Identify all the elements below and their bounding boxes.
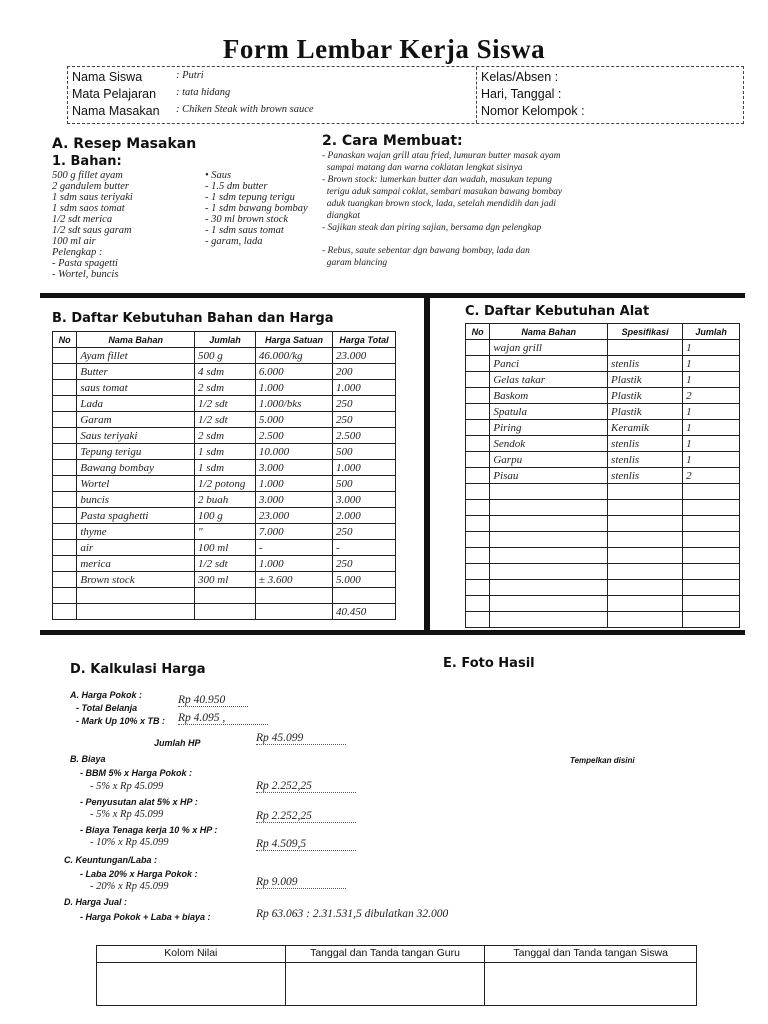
table-cell[interactable]: -	[255, 540, 332, 556]
table-cell[interactable]	[466, 548, 490, 564]
resep-line: 1 sdm saos tomat	[52, 203, 125, 214]
bahan-table-row	[53, 444, 396, 460]
label-nama-siswa: Nama Siswa	[72, 70, 143, 84]
identity-right	[481, 70, 736, 121]
table-cell[interactable]: 100 ml	[195, 540, 256, 556]
table-cell[interactable]: 300 ml	[195, 572, 256, 588]
table-cell[interactable]	[466, 372, 490, 388]
table-cell[interactable]: thyme	[77, 524, 195, 540]
table-cell[interactable]	[466, 388, 490, 404]
kal-bbm-sub: - 5% x Rp 45.099	[90, 781, 164, 792]
table-cell[interactable]	[608, 596, 683, 612]
table-cell[interactable]: Lada	[77, 396, 195, 412]
table-cell[interactable]	[53, 492, 77, 508]
signature-table	[96, 945, 697, 1006]
label-nomor-kelompok: Nomor Kelompok	[481, 104, 578, 118]
resep-line: - 1 sdm bawang bombay	[205, 203, 308, 214]
table-cell[interactable]	[608, 548, 683, 564]
value-hari-tanggal[interactable]: :	[557, 87, 562, 101]
table-cell[interactable]: Spatula	[490, 404, 608, 420]
table-cell[interactable]: Plastik	[608, 372, 683, 388]
resep-line: 100 ml air	[52, 236, 96, 247]
table-cell[interactable]: Piring	[490, 420, 608, 436]
alat-table-row	[466, 500, 740, 516]
table-cell[interactable]: 3.000	[333, 492, 396, 508]
table-cell[interactable]: 2.500	[255, 428, 332, 444]
table-cell[interactable]	[195, 588, 256, 604]
resep-line: - garam, lada	[205, 236, 263, 247]
table-cell[interactable]: Pisau	[490, 468, 608, 484]
table-cell[interactable]: buncis	[77, 492, 195, 508]
kal-penyusutan-value[interactable]: Rp 2.252,25	[256, 810, 356, 823]
table-cell[interactable]: 7.000	[255, 524, 332, 540]
table-cell[interactable]: stenlis	[608, 468, 683, 484]
kal-bbm-label: - BBM 5% x Harga Pokok :	[80, 768, 193, 778]
alat-table-row	[466, 356, 740, 372]
alat-table-heading: C. Daftar Kebutuhan Alat	[465, 304, 650, 319]
table-cell[interactable]	[255, 588, 332, 604]
resep-line: 1/2 sdt merica	[52, 214, 113, 225]
kal-harga-jual: D. Harga Jual :	[64, 897, 128, 907]
cara-steps	[322, 150, 762, 269]
table-cell[interactable]	[490, 564, 608, 580]
alat-table-row	[466, 580, 740, 596]
identity-left	[72, 70, 472, 121]
table-cell[interactable]	[333, 588, 396, 604]
table-cell[interactable]	[53, 380, 77, 396]
table-cell[interactable]: 100 g	[195, 508, 256, 524]
table-cell[interactable]	[255, 604, 332, 620]
table-cell[interactable]	[466, 452, 490, 468]
cara-line: aduk tuangkan brown stock, lada, setelah mendidih dan jadi	[322, 199, 556, 209]
bahan-table-row	[53, 380, 396, 396]
table-cell[interactable]	[608, 500, 683, 516]
foto-placeholder[interactable]: Tempelkan disini	[570, 756, 635, 765]
kal-jumlah-hp-value[interactable]: Rp 45.099	[256, 732, 346, 745]
cara-line: - Rebus, saute sebentar dgn bawang bombay, lada dan	[322, 246, 530, 256]
resep-line: - 1 sdm tepung terigu	[205, 192, 295, 203]
table-cell[interactable]	[608, 340, 683, 356]
alat-table-row	[466, 516, 740, 532]
table-cell[interactable]: 1.000	[333, 380, 396, 396]
value-nomor-kelompok[interactable]: :	[581, 104, 585, 118]
table-cell[interactable]: wajan grill	[490, 340, 608, 356]
table-cell[interactable]: Garpu	[490, 452, 608, 468]
table-cell[interactable]: Plastik	[608, 388, 683, 404]
resep-line: - 30 ml brown stock	[205, 214, 289, 225]
bahan-table-row	[53, 428, 396, 444]
bahan-table-row	[53, 524, 396, 540]
table-cell[interactable]: 1.000	[255, 380, 332, 396]
table-cell[interactable]: 250	[333, 412, 396, 428]
bahan-table-row	[53, 460, 396, 476]
table-cell[interactable]	[490, 548, 608, 564]
table-cell[interactable]: stenlis	[608, 436, 683, 452]
resep-line: 1 sdm saus teriyaki	[52, 192, 133, 203]
table-cell[interactable]	[608, 612, 683, 628]
bahan-table-row	[53, 412, 396, 428]
table-cell[interactable]: 250	[333, 524, 396, 540]
ttd-siswa-header: Tanggal dan Tanda tangan Siswa	[485, 946, 697, 963]
table-cell[interactable]: 2	[683, 468, 740, 484]
resep-line: - 1 sdm saus tomat	[205, 225, 284, 236]
table-cell[interactable]	[466, 484, 490, 500]
table-cell[interactable]: 1/2 sdt	[195, 412, 256, 428]
table-cell[interactable]: 1	[683, 420, 740, 436]
table-cell[interactable]	[490, 596, 608, 612]
table-cell[interactable]	[608, 564, 683, 580]
resep-line: • Saus	[205, 170, 232, 181]
table-cell[interactable]: 250	[333, 396, 396, 412]
table-cell[interactable]	[53, 348, 77, 364]
page-title: Form Lembar Kerja Siswa	[222, 34, 546, 64]
table-cell[interactable]	[683, 612, 740, 628]
ttd-guru-cell[interactable]	[285, 963, 485, 1006]
cara-line: - Panaskan wajan grill atau fried, lumuran butter masak ayam	[322, 151, 561, 161]
table-cell[interactable]: Panci	[490, 356, 608, 372]
table-cell[interactable]: Wortel	[77, 476, 195, 492]
kalkulasi-heading: D. Kalkulasi Harga	[70, 662, 206, 677]
table-cell[interactable]: 1.000	[255, 476, 332, 492]
bahan-table-heading: B. Daftar Kebutuhan Bahan dan Harga	[52, 311, 334, 326]
table-cell[interactable]	[466, 500, 490, 516]
kal-total-belanja-value[interactable]: Rp 40.950	[178, 694, 248, 707]
table-cell[interactable]	[53, 428, 77, 444]
table-cell[interactable]: 2.000	[333, 508, 396, 524]
table-cell[interactable]	[466, 516, 490, 532]
alat-table	[465, 323, 740, 628]
alat-table-row	[466, 452, 740, 468]
table-cell[interactable]	[466, 564, 490, 580]
table-cell[interactable]	[53, 556, 77, 572]
resep-heading: A. Resep Masakan	[52, 136, 197, 152]
table-cell[interactable]: merica	[77, 556, 195, 572]
table-cell[interactable]: Saus teriyaki	[77, 428, 195, 444]
column-header: Harga Satuan	[255, 332, 332, 348]
table-cell[interactable]	[53, 396, 77, 412]
table-cell[interactable]	[466, 468, 490, 484]
table-cell[interactable]	[466, 532, 490, 548]
table-cell[interactable]: ± 3.600	[255, 572, 332, 588]
resep-line: Pelengkap :	[52, 247, 103, 258]
table-cell[interactable]: 1	[683, 372, 740, 388]
table-cell[interactable]: 46.000/kg	[255, 348, 332, 364]
ttd-siswa-cell[interactable]	[485, 963, 697, 1006]
alat-table-row	[466, 564, 740, 580]
kal-laba-sub: - 20% x Rp 45.099	[90, 881, 169, 892]
table-cell[interactable]	[490, 532, 608, 548]
kal-laba-value[interactable]: Rp 9.009	[256, 876, 346, 889]
kal-biaya: B. Biaya	[70, 754, 106, 764]
kal-keuntungan: C. Keuntungan/Laba :	[64, 855, 157, 865]
kolom-nilai-header: Kolom Nilai	[97, 946, 286, 963]
table-cell[interactable]	[53, 540, 77, 556]
table-cell[interactable]	[683, 532, 740, 548]
table-cell[interactable]: 1	[683, 404, 740, 420]
kolom-nilai-cell[interactable]	[97, 963, 286, 1006]
table-cell[interactable]: 500	[333, 476, 396, 492]
cara-line	[322, 234, 762, 245]
table-cell[interactable]: 23.000	[255, 508, 332, 524]
table-cell[interactable]: 3.000	[255, 492, 332, 508]
table-cell[interactable]: 2.500	[333, 428, 396, 444]
bahan-table-row	[53, 364, 396, 380]
table-cell[interactable]: 4 sdm	[195, 364, 256, 380]
cara-line: sampai matang dan warna coklatan lengkat sisinya	[322, 163, 523, 173]
table-cell[interactable]: 2 buah	[195, 492, 256, 508]
kal-tenaga-label: - Biaya Tenaga kerja 10 % x HP :	[80, 825, 218, 835]
table-cell[interactable]: 1	[683, 436, 740, 452]
alat-table-row	[466, 404, 740, 420]
table-cell[interactable]	[608, 532, 683, 548]
table-cell[interactable]: Sendok	[490, 436, 608, 452]
table-cell[interactable]: Baskom	[490, 388, 608, 404]
table-cell[interactable]: 2 sdm	[195, 428, 256, 444]
bahan-heading: 1. Bahan:	[52, 154, 122, 169]
table-cell[interactable]: 10.000	[255, 444, 332, 460]
table-cell[interactable]: Gelas takar	[490, 372, 608, 388]
label-kelas-absen: Kelas/Absen	[481, 70, 552, 84]
bahan-table-row	[53, 540, 396, 556]
kal-bbm-value[interactable]: Rp 2.252,25	[256, 780, 356, 793]
table-cell[interactable]	[683, 580, 740, 596]
bahan-table	[52, 331, 396, 620]
kal-harga-pokok: A. Harga Pokok :	[70, 690, 143, 700]
table-cell[interactable]	[53, 508, 77, 524]
value-mata-pelajaran[interactable]: : tata hidang	[176, 87, 231, 98]
table-cell[interactable]	[683, 516, 740, 532]
resep-line: - 1.5 dm butter	[205, 181, 268, 192]
divider-bottom	[40, 630, 745, 635]
table-cell[interactable]: air	[77, 540, 195, 556]
table-cell[interactable]	[53, 444, 77, 460]
table-cell[interactable]: saus tomat	[77, 380, 195, 396]
cara-line: terigu aduk sampai coklat, sembari masukan bawang bombay	[322, 187, 563, 197]
table-cell[interactable]: 2	[683, 388, 740, 404]
table-cell[interactable]: 5.000	[333, 572, 396, 588]
table-cell[interactable]	[490, 484, 608, 500]
alat-table-row	[466, 468, 740, 484]
alat-table-row	[466, 372, 740, 388]
table-cell[interactable]: stenlis	[608, 356, 683, 372]
table-cell[interactable]	[466, 356, 490, 372]
table-cell[interactable]	[683, 596, 740, 612]
table-cell[interactable]	[77, 604, 195, 620]
kal-jual-value[interactable]: Rp 63.063 : 2.31.531,5 dibulatkan 32.000	[256, 908, 449, 920]
table-cell[interactable]: Plastik	[608, 404, 683, 420]
value-nama-siswa[interactable]: : Putri	[176, 70, 204, 81]
kal-total-belanja-label: - Total Belanja	[76, 703, 138, 713]
table-cell[interactable]: 1 sdm	[195, 460, 256, 476]
table-cell[interactable]	[53, 524, 77, 540]
table-cell[interactable]: 1 sdm	[195, 444, 256, 460]
table-cell[interactable]	[53, 460, 77, 476]
table-cell[interactable]: 3.000	[255, 460, 332, 476]
table-cell[interactable]: 250	[333, 556, 396, 572]
cara-line: - Sajikan steak dan piring sajian, bersama dgn pelengkap	[322, 223, 542, 233]
table-cell[interactable]: Butter	[77, 364, 195, 380]
table-cell[interactable]	[683, 500, 740, 516]
table-cell[interactable]: 1/2 potong	[195, 476, 256, 492]
table-cell[interactable]	[53, 412, 77, 428]
ttd-guru-header: Tanggal dan Tanda tangan Guru	[285, 946, 485, 963]
kal-tenaga-sub: - 10% x Rp 45.099	[90, 837, 169, 848]
label-nama-masakan: Nama Masakan	[72, 104, 160, 118]
table-cell[interactable]: 40.450	[333, 604, 396, 620]
alat-table-row	[466, 612, 740, 628]
kal-penyusutan-sub: - 5% x Rp 45.099	[90, 809, 164, 820]
value-nama-masakan[interactable]: : Chiken Steak with brown sauce	[176, 104, 314, 115]
column-header: Nama Bahan	[490, 324, 608, 340]
bahan-table-row	[53, 588, 396, 604]
divider-vertical	[424, 296, 430, 634]
bahan-table-row	[53, 572, 396, 588]
table-cell[interactable]: 5.000	[255, 412, 332, 428]
table-cell[interactable]: Tepung terigu	[77, 444, 195, 460]
column-header: Harga Total	[333, 332, 396, 348]
bahan-table-row	[53, 492, 396, 508]
table-cell[interactable]: 500	[333, 444, 396, 460]
kal-laba-label: - Laba 20% x Harga Pokok :	[80, 869, 198, 879]
table-cell[interactable]	[683, 548, 740, 564]
table-cell[interactable]	[683, 484, 740, 500]
table-cell[interactable]	[490, 500, 608, 516]
table-cell[interactable]: 6.000	[255, 364, 332, 380]
table-cell[interactable]: Ayam fillet	[77, 348, 195, 364]
table-cell[interactable]: "	[195, 524, 256, 540]
alat-table-row	[466, 484, 740, 500]
table-cell[interactable]: stenlis	[608, 452, 683, 468]
cara-line: diangkat	[322, 211, 360, 221]
alat-table-row	[466, 388, 740, 404]
bahan-table-row	[53, 508, 396, 524]
column-header: Jumlah	[683, 324, 740, 340]
kal-jumlah-hp-label: Jumlah HP	[154, 738, 201, 748]
table-cell[interactable]: Bawang bombay	[77, 460, 195, 476]
resep-line: 500 g fillet ayam	[52, 170, 123, 181]
foto-heading: E. Foto Hasil	[443, 656, 535, 671]
table-cell[interactable]: 500 g	[195, 348, 256, 364]
alat-table-row	[466, 340, 740, 356]
table-cell[interactable]: Pasta spaghetti	[77, 508, 195, 524]
table-cell[interactable]: 23.000	[333, 348, 396, 364]
table-cell[interactable]	[466, 612, 490, 628]
column-header: Spesifikasi	[608, 324, 683, 340]
table-cell[interactable]	[53, 364, 77, 380]
table-cell[interactable]	[466, 340, 490, 356]
table-cell[interactable]	[608, 484, 683, 500]
table-cell[interactable]: -	[333, 540, 396, 556]
cara-heading: 2. Cara Membuat:	[322, 133, 463, 149]
table-cell[interactable]	[466, 436, 490, 452]
kal-jual-label: - Harga Pokok + Laba + biaya :	[80, 912, 211, 922]
kal-markup-label: - Mark Up 10% x TB :	[76, 716, 166, 726]
label-mata-pelajaran: Mata Pelajaran	[72, 87, 157, 101]
table-cell[interactable]: 200	[333, 364, 396, 380]
alat-table-row	[466, 436, 740, 452]
table-cell[interactable]	[466, 420, 490, 436]
table-cell[interactable]	[53, 588, 77, 604]
divider-top	[40, 293, 745, 298]
table-cell[interactable]	[683, 564, 740, 580]
table-cell[interactable]	[490, 580, 608, 596]
table-cell[interactable]	[53, 476, 77, 492]
alat-table-row	[466, 596, 740, 612]
table-cell[interactable]: 1.000/bks	[255, 396, 332, 412]
table-cell[interactable]: 1	[683, 356, 740, 372]
column-header: No	[53, 332, 77, 348]
table-cell[interactable]	[608, 516, 683, 532]
resep-saus-list	[205, 170, 317, 247]
table-cell[interactable]	[466, 404, 490, 420]
resep-line: - Wortel, buncis	[52, 269, 119, 280]
bahan-table-row	[53, 604, 396, 620]
label-hari-tanggal: Hari, Tanggal	[481, 87, 555, 101]
table-cell[interactable]: 1/2 sdt	[195, 556, 256, 572]
kal-penyusutan-label: - Penyusutan alat 5% x HP :	[80, 797, 198, 807]
table-cell[interactable]	[195, 604, 256, 620]
table-cell[interactable]	[608, 580, 683, 596]
table-cell[interactable]: 2 sdm	[195, 380, 256, 396]
resep-line: 2 gandulem butter	[52, 181, 129, 192]
table-cell[interactable]	[490, 612, 608, 628]
table-cell[interactable]: 1	[683, 452, 740, 468]
value-kelas-absen[interactable]: :	[554, 70, 559, 84]
table-cell[interactable]	[53, 604, 77, 620]
table-cell[interactable]: Brown stock	[77, 572, 195, 588]
table-cell[interactable]: 1	[683, 340, 740, 356]
alat-table-row	[466, 532, 740, 548]
resep-line: - Pasta spagetti	[52, 258, 118, 269]
alat-table-row	[466, 420, 740, 436]
table-cell[interactable]	[77, 588, 195, 604]
bahan-table-row	[53, 476, 396, 492]
table-cell[interactable]	[53, 572, 77, 588]
kal-markup-value[interactable]: Rp 4.095 ,	[178, 712, 268, 725]
cara-line: - Brown stock: lumerkan butter dan wadah, masukan tepung	[322, 175, 552, 185]
column-header: No	[466, 324, 490, 340]
table-cell[interactable]: Garam	[77, 412, 195, 428]
bahan-table-row	[53, 556, 396, 572]
resep-bahan-list	[52, 170, 200, 280]
table-cell[interactable]: Keramik	[608, 420, 683, 436]
column-header: Nama Bahan	[77, 332, 195, 348]
column-header: Jumlah	[195, 332, 256, 348]
table-cell[interactable]: 1.000	[333, 460, 396, 476]
bahan-table-row	[53, 348, 396, 364]
table-cell[interactable]	[466, 596, 490, 612]
alat-table-row	[466, 548, 740, 564]
resep-line: 1/2 sdt saus garam	[52, 225, 132, 236]
table-cell[interactable]	[466, 580, 490, 596]
table-cell[interactable]: 1/2 sdt	[195, 396, 256, 412]
bahan-table-row	[53, 396, 396, 412]
table-cell[interactable]	[490, 516, 608, 532]
table-cell[interactable]: 1.000	[255, 556, 332, 572]
cara-line: garam blancing	[322, 258, 388, 268]
kal-tenaga-value[interactable]: Rp 4.509,5	[256, 838, 356, 851]
